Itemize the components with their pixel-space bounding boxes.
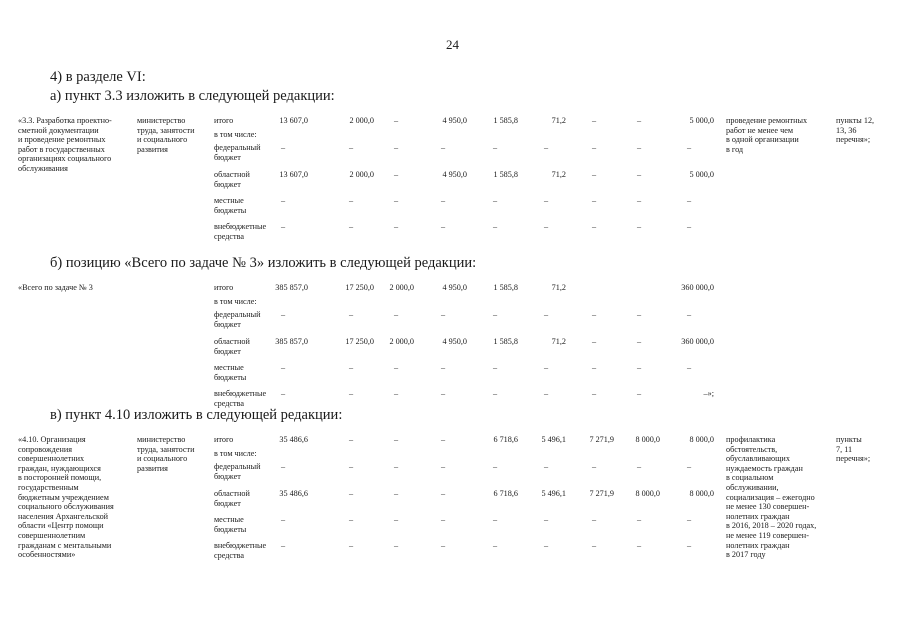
regional-value: 13 607,0 (279, 170, 308, 179)
subheading-c: в) пункт 4.10 изложить в следующей редакции: (50, 407, 343, 423)
measure-name-line: области «Центр помощи (18, 521, 104, 531)
extrabudget-value: – (686, 222, 692, 231)
regional-value: 5 496,1 (541, 489, 566, 498)
total-value: – (440, 435, 446, 444)
measure-name-line: гражданам с ментальными (18, 540, 112, 550)
federal-value: – (440, 310, 446, 319)
expected-result-line: нолетних граждан (726, 511, 790, 521)
extrabudget-value: – (280, 222, 286, 231)
local-value: – (636, 515, 642, 524)
federal-value: – (636, 462, 642, 471)
subheading-b: б) позицию «Всего по задаче № 3» изложить в следующей редакции: (50, 255, 477, 271)
local-value: – (591, 196, 597, 205)
extrabudget-value: – (543, 389, 549, 398)
federal-value: – (280, 310, 286, 319)
executor-line: развития (137, 463, 168, 473)
source-extrabudget-label: средства (214, 550, 245, 560)
federal-value: – (440, 143, 446, 152)
total-value: 35 486,6 (279, 435, 308, 444)
regional-value: 360 000,0 (681, 337, 714, 346)
total-value: – (393, 116, 399, 125)
local-value: – (440, 515, 446, 524)
source-extrabudget-label: средства (214, 398, 245, 408)
regional-value: – (348, 489, 354, 498)
measure-name-line: особенностями» (18, 550, 76, 560)
local-value: – (492, 196, 498, 205)
source-federal-label: бюджет (214, 319, 241, 329)
extrabudget-value: – (543, 222, 549, 231)
subheading-a: а) пункт 3.3 изложить в следующей редакции: (50, 88, 335, 104)
local-value: – (591, 515, 597, 524)
total-value: 5 000,0 (689, 116, 714, 125)
expected-result-line: работ не менее чем (726, 125, 794, 135)
source-including-label: в том числе: (214, 449, 257, 458)
expected-result-line: обуславливающих (726, 454, 790, 464)
local-value: – (543, 515, 549, 524)
executor-line: и социального (137, 454, 188, 464)
local-value: – (280, 363, 286, 372)
regional-value: 71,2 (551, 170, 566, 179)
expected-result-line: профилактика (726, 435, 776, 444)
local-value: – (686, 515, 692, 524)
source-regional-label: бюджет (214, 346, 241, 356)
executor-line: министерство (137, 435, 186, 444)
links-line: перечня»; (836, 135, 871, 145)
total-task-name: «Всего по задаче № 3 (18, 283, 93, 292)
source-regional-label: областной (214, 170, 250, 179)
regional-value: 6 718,6 (493, 489, 518, 498)
source-federal-label: федеральный (214, 462, 261, 471)
source-extrabudget-label: внебюджетные (214, 222, 267, 231)
local-value: – (543, 196, 549, 205)
links-line: перечня»; (836, 454, 871, 464)
local-value: – (492, 515, 498, 524)
local-value: – (440, 363, 446, 372)
extrabudget-value: – (440, 222, 446, 231)
local-value: – (543, 363, 549, 372)
executor-line: труда, занятости (137, 444, 195, 454)
links-line: 7, 11 (836, 444, 853, 454)
local-value: – (636, 363, 642, 372)
total-value: 71,2 (551, 116, 566, 125)
executor-line: развития (137, 144, 168, 154)
source-local-label: бюджеты (214, 205, 247, 215)
total-value: 1 585,8 (493, 283, 518, 292)
links-line: пункты (836, 435, 862, 444)
source-federal-label: федеральный (214, 143, 261, 152)
local-value: – (348, 515, 354, 524)
extrabudget-value: – (280, 389, 286, 398)
measure-name-line: бюджетным учреждением (18, 492, 109, 502)
federal-value: – (543, 143, 549, 152)
expected-result-line: не менее 130 совершен- (726, 502, 810, 512)
total-value: – (636, 116, 642, 125)
regional-value: – (591, 170, 597, 179)
measure-name-line: сметной документации (18, 125, 99, 135)
source-including-label: в том числе: (214, 130, 257, 139)
extrabudget-value: – (591, 389, 597, 398)
local-value: – (393, 515, 399, 524)
regional-value: 2 000,0 (349, 170, 374, 179)
expected-result-line: в 2016, 2018 – 2020 годах, (726, 521, 817, 531)
expected-result-line: нуждаемость граждан (726, 463, 803, 473)
measure-name-line: «3.3. Разработка проектно- (18, 116, 112, 125)
total-value: 5 496,1 (541, 435, 566, 444)
regional-value: – (440, 489, 446, 498)
total-value: 4 950,0 (442, 283, 467, 292)
local-value: – (280, 196, 286, 205)
source-federal-label: бюджет (214, 471, 241, 481)
federal-value: – (393, 462, 399, 471)
links-line: пункты 12, (836, 116, 875, 125)
total-value: 8 000,0 (689, 435, 714, 444)
source-extrabudget-label: внебюджетные (214, 389, 267, 398)
expected-result-line: проведение ремонтных (726, 116, 808, 125)
regional-value: 1 585,8 (493, 337, 518, 346)
regional-value: 8 000,0 (689, 489, 714, 498)
federal-value: – (280, 143, 286, 152)
total-value: 17 250,0 (345, 283, 374, 292)
federal-value: – (591, 310, 597, 319)
federal-value: – (591, 143, 597, 152)
extrabudget-value: – (348, 222, 354, 231)
expected-result-line: не менее 119 совершен- (726, 531, 809, 540)
total-value: – (348, 435, 354, 444)
source-local-label: местные (214, 196, 244, 205)
source-total-label: итого (214, 435, 234, 444)
extrabudget-value: – (492, 222, 498, 231)
regional-value: – (636, 170, 642, 179)
measure-name-line: граждан, нуждающихся (18, 463, 101, 473)
federal-value: – (591, 462, 597, 471)
expected-result-line: в одной организации (726, 135, 799, 145)
federal-value: – (686, 462, 692, 471)
regional-value: – (393, 489, 399, 498)
expected-result-line: обстоятельств, (726, 444, 778, 454)
total-value: 7 271,9 (589, 435, 614, 444)
total-value: 8 000,0 (635, 435, 660, 444)
federal-value: – (686, 143, 692, 152)
measure-name-line: сопровождения (18, 444, 72, 454)
federal-value: – (686, 310, 692, 319)
expected-result-line: в социальном (726, 473, 774, 483)
local-value: – (686, 196, 692, 205)
total-value: 2 000,0 (389, 283, 414, 292)
federal-value: – (636, 143, 642, 152)
extrabudget-value: – (393, 222, 399, 231)
regional-value: – (393, 170, 399, 179)
source-regional-label: областной (214, 337, 250, 346)
federal-value: – (348, 310, 354, 319)
expected-result-line: нолетних граждан (726, 540, 790, 550)
federal-value: – (636, 310, 642, 319)
source-local-label: местные (214, 363, 244, 372)
source-extrabudget-label: внебюджетные (214, 541, 267, 550)
measure-name-line: государственным (18, 483, 79, 492)
local-value: – (393, 363, 399, 372)
measure-name-line: в посторонней помощи, (18, 473, 102, 483)
links-line: 13, 36 (836, 125, 857, 135)
federal-value: – (348, 462, 354, 471)
measure-name-line: и проведение ремонтных (18, 135, 106, 145)
source-local-label: бюджеты (214, 524, 247, 534)
total-value: 1 585,8 (493, 116, 518, 125)
expected-result-line: в год (726, 144, 744, 154)
source-total-label: итого (214, 116, 234, 125)
extrabudget-value: – (440, 541, 446, 550)
local-value: – (591, 363, 597, 372)
total-value: 13 607,0 (279, 116, 308, 125)
measure-name-line: социального обслуживания (18, 502, 114, 512)
extrabudget-value: – (280, 541, 286, 550)
extrabudget-value: – (492, 389, 498, 398)
extrabudget-value: – (636, 389, 642, 398)
extrabudget-value: – (686, 541, 692, 550)
measure-name-line: организациях социального (18, 154, 112, 164)
total-value: – (591, 116, 597, 125)
source-regional-label: бюджет (214, 179, 241, 189)
federal-value: – (543, 310, 549, 319)
federal-value: – (348, 143, 354, 152)
regional-value: – (636, 337, 642, 346)
local-value: – (280, 515, 286, 524)
executor-line: и социального (137, 135, 188, 145)
extrabudget-value: – (492, 541, 498, 550)
measure-name-line: населения Архангельской (18, 511, 109, 521)
source-including-label: в том числе: (214, 297, 257, 306)
extrabudget-value: – (543, 541, 549, 550)
regional-value: 71,2 (551, 337, 566, 346)
executor-line: труда, занятости (137, 125, 195, 135)
total-value: 6 718,6 (493, 435, 518, 444)
extrabudget-value: – (348, 541, 354, 550)
section-heading: 4) в разделе VI: (50, 69, 146, 85)
regional-value: 2 000,0 (389, 337, 414, 346)
extrabudget-value: – (348, 389, 354, 398)
regional-value: 5 000,0 (689, 170, 714, 179)
total-value: 385 857,0 (275, 283, 308, 292)
federal-value: – (492, 143, 498, 152)
source-federal-label: бюджет (214, 152, 241, 162)
executor-line: министерство (137, 116, 186, 125)
source-extrabudget-label: средства (214, 231, 245, 241)
federal-value: – (492, 310, 498, 319)
regional-value: – (591, 337, 597, 346)
local-value: – (440, 196, 446, 205)
local-value: – (348, 196, 354, 205)
extrabudget-last-value: –»; (703, 389, 714, 398)
local-value: – (393, 196, 399, 205)
federal-value: – (543, 462, 549, 471)
measure-name-line: совершеннолетним (18, 531, 86, 540)
page-number: 24 (446, 37, 459, 52)
extrabudget-value: – (393, 389, 399, 398)
local-value: – (686, 363, 692, 372)
regional-value: 385 857,0 (275, 337, 308, 346)
extrabudget-value: – (393, 541, 399, 550)
source-regional-label: областной (214, 489, 250, 498)
measure-name-line: «4.10. Организация (18, 435, 86, 444)
regional-value: 35 486,6 (279, 489, 308, 498)
measure-name-line: работ в государственных (18, 144, 105, 154)
federal-value: – (440, 462, 446, 471)
extrabudget-value: – (636, 541, 642, 550)
expected-result-line: в 2017 году (726, 550, 766, 560)
regional-value: 1 585,8 (493, 170, 518, 179)
expected-result-line: социализация – ежегодно (726, 492, 815, 502)
regional-value: 4 950,0 (442, 170, 467, 179)
extrabudget-value: – (440, 389, 446, 398)
extrabudget-value: – (591, 541, 597, 550)
extrabudget-value: – (591, 222, 597, 231)
total-value: 4 950,0 (442, 116, 467, 125)
total-value: 360 000,0 (681, 283, 714, 292)
regional-value: 7 271,9 (589, 489, 614, 498)
local-value: – (348, 363, 354, 372)
source-total-label: итого (214, 283, 234, 292)
source-federal-label: федеральный (214, 310, 261, 319)
total-value: – (393, 435, 399, 444)
total-value: 71,2 (551, 283, 566, 292)
extrabudget-value: – (636, 222, 642, 231)
federal-value: – (393, 310, 399, 319)
regional-value: 8 000,0 (635, 489, 660, 498)
local-value: – (492, 363, 498, 372)
local-value: – (636, 196, 642, 205)
regional-value: 4 950,0 (442, 337, 467, 346)
source-local-label: местные (214, 515, 244, 524)
source-local-label: бюджеты (214, 372, 247, 382)
regional-value: 17 250,0 (345, 337, 374, 346)
total-value: 2 000,0 (349, 116, 374, 125)
measure-name-line: совершеннолетних (18, 454, 85, 464)
expected-result-line: обслуживании, (726, 483, 779, 492)
federal-value: – (492, 462, 498, 471)
source-regional-label: бюджет (214, 498, 241, 508)
measure-name-line: обслуживания (18, 164, 68, 173)
federal-value: – (280, 462, 286, 471)
federal-value: – (393, 143, 399, 152)
